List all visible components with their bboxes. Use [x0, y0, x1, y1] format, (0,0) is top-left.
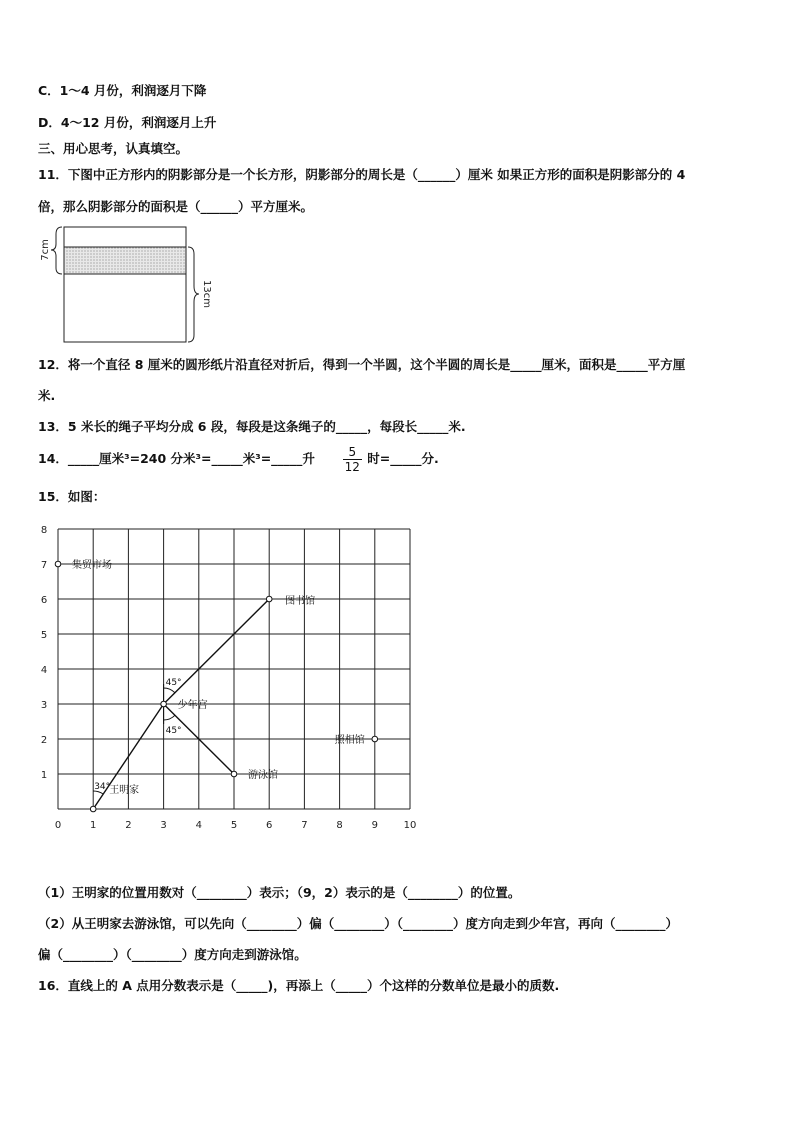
x-tick-label: 0 [54, 820, 62, 831]
x-tick-label: 6 [266, 820, 273, 831]
label-7cm: 7cm [40, 239, 51, 261]
y-tick-label: 3 [40, 700, 48, 711]
q14-fraction [343, 445, 362, 474]
q14-frac-den: 12 [344, 460, 360, 474]
q14-part2: 时=_____分. [367, 451, 439, 466]
q15-title: 15．如图： [38, 489, 106, 504]
location-label: 王明家 [109, 785, 140, 796]
x-tick-label: 2 [125, 820, 132, 831]
q14-frac-num: 5 [348, 445, 357, 459]
q14-part1: 14．_____厘米³=240 分米³=_____米³=_____升 [38, 451, 315, 466]
q12-line1: 12．将一个直径 8 厘米的圆形纸片沿直径对折后，得到一个半圆，这个半圆的周长是_____厘米，面积是_____平方厘 [38, 357, 686, 372]
q15-sub2-line2: 偏（________）（________）度方向走到游泳馆。 [38, 947, 307, 962]
q15-coordinate-grid [36, 516, 436, 838]
y-tick-label: 1 [40, 770, 48, 781]
x-tick-label: 7 [301, 820, 308, 831]
q12-line2: 米. [38, 388, 56, 403]
q11-square-figure [36, 220, 216, 345]
location-label: 游泳馆 [248, 770, 278, 781]
y-tick-label: 8 [40, 525, 48, 536]
x-tick-label: 9 [371, 820, 378, 831]
q16-text: 16．直线上的 A 点用分数表示是（_____)，再添上（_____）个这样的分数单位是最小的质数. [38, 978, 560, 993]
location-label: 少年宫 [177, 700, 208, 711]
location-point [90, 806, 96, 812]
left-brace [51, 227, 62, 274]
location-point [266, 596, 272, 602]
angle-label: 34° [94, 782, 111, 792]
angle-label: 45° [165, 726, 182, 736]
angle-label: 45° [165, 678, 182, 688]
right-brace [188, 247, 199, 342]
q15-sub2-line1: （2）从王明家去游泳馆，可以先向（________）偏（________）（________）度方向走到少年宫，再向（________） [38, 916, 678, 931]
location-label: 集贸市场 [72, 560, 112, 571]
x-tick-label: 10 [403, 820, 417, 831]
location-point [231, 771, 237, 777]
x-tick-label: 1 [90, 820, 97, 831]
x-tick-label: 5 [230, 820, 238, 831]
route-segment [164, 599, 270, 704]
angle-arc-down [164, 715, 175, 720]
y-tick-label: 6 [40, 595, 48, 606]
option-c: C．1～4 月份，利润逐月下降 [38, 83, 207, 98]
x-tick-label: 4 [195, 820, 202, 831]
y-tick-label: 7 [40, 560, 48, 571]
shaded-rectangle [64, 247, 186, 274]
q15-sub1: （1）王明家的位置用数对（________）表示；（9，2）表示的是（________）的位置。 [38, 885, 521, 900]
location-point [55, 561, 61, 567]
q13-text: 13．5 米长的绳子平均分成 6 段，每段是这条绳子的_____，每段长_____米. [38, 419, 466, 434]
section-title: 三、用心思考，认真填空。 [38, 141, 189, 156]
option-d: D．4～12 月份，利润逐月上升 [38, 115, 217, 130]
x-tick-label: 8 [336, 820, 343, 831]
location-point [372, 736, 378, 742]
square-outline [64, 227, 186, 342]
x-tick-label: 3 [160, 820, 167, 831]
y-tick-label: 2 [40, 735, 48, 746]
angle-arc-up [164, 688, 175, 693]
location-point [161, 701, 167, 707]
location-label: 照相馆 [334, 735, 365, 746]
y-tick-label: 5 [40, 630, 48, 641]
q14-line [38, 445, 439, 474]
q11-line2: 倍，那么阴影部分的面积是（______）平方厘米。 [38, 199, 314, 214]
y-tick-label: 4 [40, 665, 48, 676]
location-label: 图书馆 [285, 596, 316, 607]
q11-line1: 11．下图中正方形内的阴影部分是一个长方形，阴影部分的周长是（______）厘米 如果正方形的面积是阴影部分的 4 [38, 167, 686, 182]
label-13cm: 13cm [201, 280, 212, 308]
